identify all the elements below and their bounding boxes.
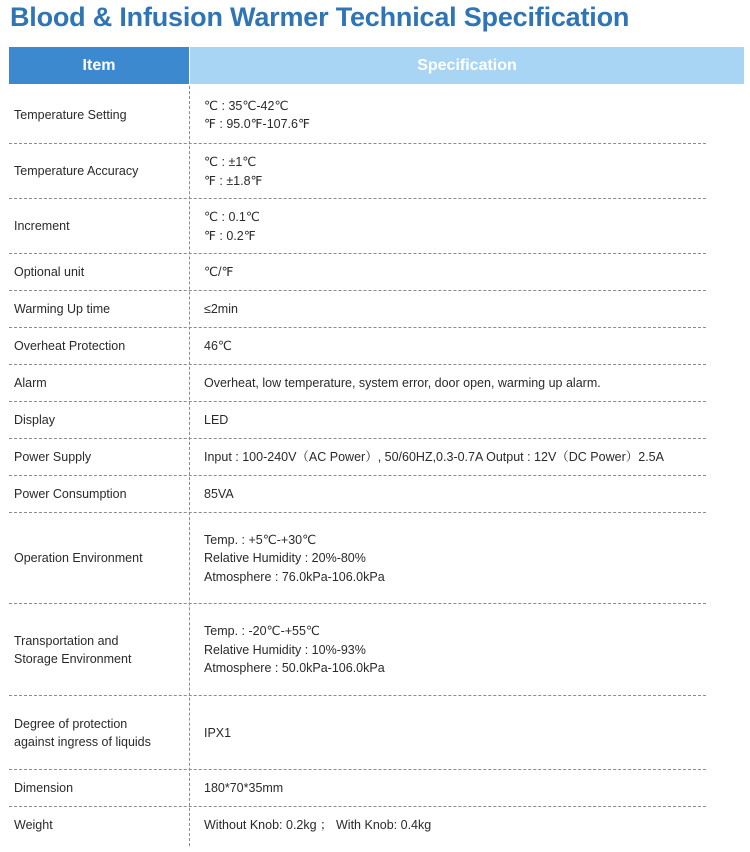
header-item: Item bbox=[9, 47, 189, 84]
item-cell: Weight bbox=[14, 818, 53, 833]
row-temperature-setting bbox=[0, 86, 750, 144]
item-cell: Temperature Accuracy bbox=[14, 164, 139, 179]
spec-cell: ℃ : 35℃-42℃ ℉ : 95.0℉-107.6℉ bbox=[204, 98, 310, 131]
row-operation-environment bbox=[0, 513, 750, 604]
row-overheat-protection bbox=[0, 328, 750, 365]
item-cell: Alarm bbox=[14, 376, 47, 391]
page-title: Blood & Infusion Warmer Technical Specification bbox=[10, 2, 630, 32]
spec-cell: 180*70*35mm bbox=[204, 781, 284, 796]
row-alarm bbox=[0, 365, 750, 402]
row-transportation-storage bbox=[0, 604, 750, 696]
item-cell: Dimension bbox=[14, 781, 74, 796]
spec-cell: 46℃ bbox=[204, 339, 232, 354]
spec-cell: ℃ : 0.1℃ ℉ : 0.2℉ bbox=[204, 210, 260, 243]
item-cell: Overheat Protection bbox=[14, 339, 126, 354]
spec-cell: ≤2min bbox=[204, 302, 238, 317]
item-cell: Power Consumption bbox=[14, 487, 127, 502]
spec-cell: ℃ : ±1℃ ℉ : ±1.8℉ bbox=[204, 155, 263, 188]
row-power-consumption bbox=[0, 476, 750, 513]
item-cell: Display bbox=[14, 413, 55, 428]
row-optional-unit bbox=[0, 254, 750, 291]
item-cell: Warming Up time bbox=[14, 302, 111, 317]
row-temperature-accuracy bbox=[0, 144, 750, 199]
item-cell: Operation Environment bbox=[14, 551, 143, 566]
spec-cell: 85VA bbox=[204, 487, 234, 502]
spec-cell: Overheat, low temperature, system error, door open, warming up alarm. bbox=[204, 376, 601, 391]
row-weight bbox=[0, 807, 750, 844]
spec-cell: ℃/℉ bbox=[204, 265, 234, 280]
row-display bbox=[0, 402, 750, 439]
item-cell: Temperature Setting bbox=[14, 107, 127, 122]
table-header bbox=[0, 47, 750, 84]
spec-cell: Input : 100-240V（AC Power）, 50/60HZ,0.3-0.7A Output : 12V（DC Power）2.5A bbox=[204, 450, 664, 465]
item-cell: Increment bbox=[14, 219, 70, 234]
item-cell: Transportation and Storage Environment bbox=[14, 633, 132, 666]
spec-cell: Temp. : -20℃-+55℃ Relative Humidity : 10%-93% Atmosphere : 50.0kPa-106.0kPa bbox=[204, 624, 385, 676]
spec-cell: LED bbox=[204, 413, 229, 428]
row-ingress-protection bbox=[0, 696, 750, 770]
spec-cell: IPX1 bbox=[204, 725, 232, 740]
row-dimension bbox=[0, 770, 750, 807]
item-cell: Degree of protection against ingress of liquids bbox=[14, 716, 151, 749]
item-cell: Power Supply bbox=[14, 450, 92, 465]
spec-cell: Temp. : +5℃-+30℃ Relative Humidity : 20%-80% Atmosphere : 76.0kPa-106.0kPa bbox=[204, 532, 385, 584]
item-cell: Optional unit bbox=[14, 265, 85, 280]
spec-cell: Without Knob: 0.2kg ； With Knob: 0.4kg bbox=[204, 818, 432, 833]
row-warming-up-time bbox=[0, 291, 750, 328]
header-specification: Specification bbox=[190, 47, 744, 84]
row-power-supply bbox=[0, 439, 750, 476]
row-increment bbox=[0, 199, 750, 254]
column-divider bbox=[189, 86, 190, 846]
